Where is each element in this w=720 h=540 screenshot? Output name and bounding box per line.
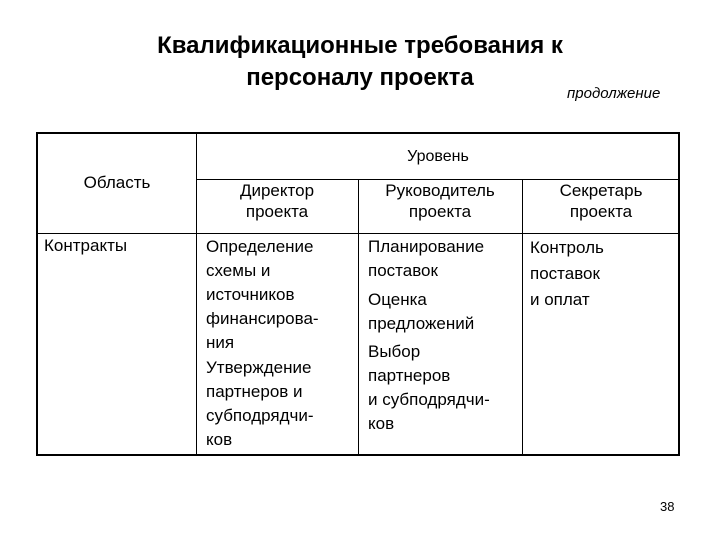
director-cell-partners: Утверждение партнеров и субподрядчи- ков <box>206 358 314 449</box>
level-header: Уровень <box>407 148 469 165</box>
manager-cell-selection: Выбор партнеров и субподрядчи- ков <box>368 342 490 433</box>
column-header-secretary: Секретарь проекта <box>559 181 643 221</box>
continuation-note: продолжение <box>567 85 661 102</box>
row-label-contracts: Контракты <box>44 236 128 255</box>
area-header: Область <box>83 173 151 192</box>
director-cell-financing: Определение схемы и источников финансирова- ния <box>206 237 319 352</box>
manager-cell-planning: Планирование поставок <box>368 237 485 280</box>
manager-cell-evaluation: Оценка предложений <box>368 290 475 333</box>
title-line-2: персоналу проекта <box>246 64 474 91</box>
column-header-manager: Руководитель проекта <box>385 181 495 221</box>
secretary-cell-control: Контроль поставок и оплат <box>530 238 604 309</box>
slide-title <box>100 30 620 94</box>
header-divider <box>38 233 678 234</box>
column-header-director: Директор проекта <box>239 181 315 221</box>
title-line-1: Квалификационные требования к <box>157 32 563 59</box>
page-number: 38 <box>660 499 675 514</box>
qualification-table <box>36 132 680 456</box>
